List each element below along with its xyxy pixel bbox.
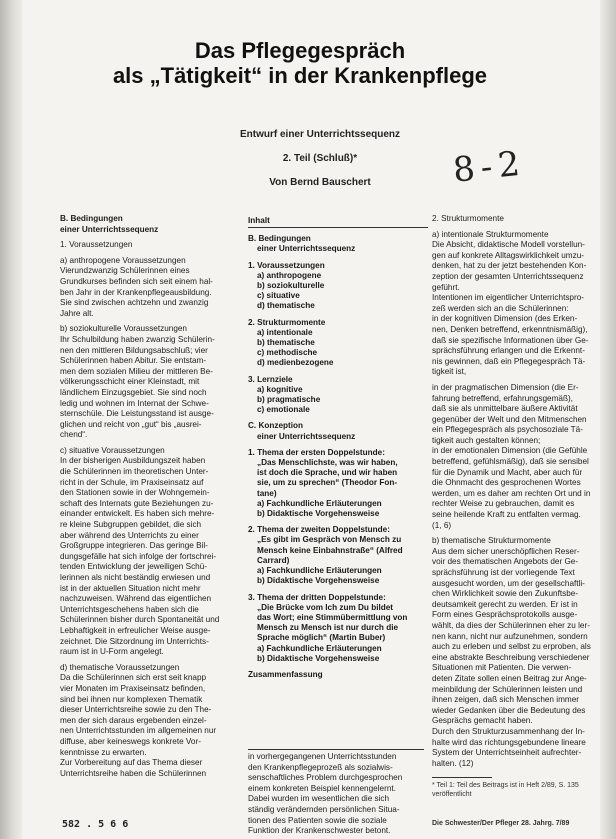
text-line: betreffend, gefühlsmäßig), daß sie sensibel: [432, 457, 589, 467]
toc-item: a) kognitive: [257, 384, 303, 394]
toc-item: b) soziokulturelle: [257, 281, 325, 291]
text-line: Ihr Schulbildung haben zwanzig Schülerin-: [60, 334, 215, 344]
title-line-2: als „Tätigkeit“ in der Krankenpflege: [112, 63, 488, 88]
text-line: tigkeit ist,: [432, 367, 467, 377]
text-line: den Krankenpflegeprozeß als sozialwis-: [248, 762, 393, 772]
text-line: Form eines Gesprächsprotokolls ausge-: [432, 610, 578, 620]
text-line: zeß werden sich an die Schülerinnen:: [432, 303, 569, 313]
text-line: nen, Denken betreffend, erkenntnismäßig),: [432, 324, 588, 334]
text-line: Schülerinnen haben Abitur. Sie entstam-: [60, 356, 207, 366]
toc-item: „Es gibt im Gespräch von Mensch zu: [257, 535, 402, 545]
author: Von Bernd Bauschert: [269, 177, 371, 188]
text-line: Lebhaftigkeit in erfreulicher Weise ausge-: [60, 625, 211, 635]
text-line: System der Unterrichtseinheit aufrechter-: [432, 748, 582, 758]
text-line: tenden Entwicklung der jeweiligen Schü-: [60, 562, 208, 572]
text-line: werden, um es daher am rechten Ort und in: [432, 488, 591, 498]
text-line: ledig und wohnen im Internat der Schwe-: [60, 398, 209, 408]
text-line: einander entwickelt. Es haben sich mehre-: [60, 509, 215, 519]
text-line: Zur Vorbereitung auf das Thema dieser: [60, 758, 203, 768]
toc-item: 3. Thema der dritten Doppelstunde:: [248, 592, 386, 602]
text-line: halte wird das richtungsgebundene lineare: [432, 737, 586, 747]
text-line: sprächsführung erlangen und die Erkennt-: [432, 346, 585, 356]
text-line: diffuse, aber keineswegs konkrete Vor-: [60, 736, 201, 746]
text-line: raum ist in U-Form angelegt.: [60, 647, 164, 657]
text-line: nen den mittleren Bildungsabschluß; vier: [60, 345, 208, 355]
text-line: c) situative Voraussetzungen: [60, 445, 165, 455]
handwritten-note: 8-2: [451, 143, 528, 191]
text-line: kenntnisse zu erwarten.: [60, 747, 147, 757]
footnote: * Teil 1: Teil des Beitrags ist in Heft 2/89, S. 135 veröffentlicht: [432, 782, 579, 798]
text-line: geführt.: [432, 282, 460, 292]
text-line: deten Zitate sollen einen Beitrag zur Ange-: [432, 673, 587, 683]
text-line: b) thematische Strukturmomente: [432, 536, 551, 546]
toc-item: a) Fachkundliche Erläuterungen: [257, 643, 382, 653]
text-line: ihnen zeigen, daß sich Menschen immer: [432, 695, 579, 705]
text-line: einer Unterrichtssequenz: [60, 224, 159, 234]
text-line: die Ohnmacht des gesprochenen Wortes: [432, 478, 581, 488]
text-line: in der emotionalen Dimension (die Gefühle: [432, 446, 588, 456]
text-line: re kleine Subgruppen gebildet, die sich: [60, 520, 202, 530]
text-line: Gesprächs gemacht haben.: [432, 716, 533, 726]
text-line: denken, hat zu der jetzt bestehenden Kon-: [432, 261, 587, 271]
text-line: lerinnen als nicht beständig erwiesen und: [60, 573, 211, 582]
table-of-contents: [248, 216, 428, 680]
text-line: richt in der Schule, im Praxiseinsatz auf: [60, 477, 204, 487]
text-line: b) soziokulturelle Voraussetzungen: [60, 324, 187, 334]
toc-item: 2. Thema der zweiten Doppelstunde:: [248, 525, 390, 535]
text-line: Großgruppe integrieren. Das geringe Bil-: [60, 541, 208, 551]
toc-item: „Die Brücke vom Ich zum Du bildet: [257, 602, 394, 612]
toc-item: a) anthropogene: [257, 270, 322, 280]
toc-item: 3. Lernziele: [248, 374, 293, 384]
text-line: dungsgefälle hat sich infolge der fortschrei-: [60, 551, 217, 561]
text-line: daß sie als unmittelbare äußere Aktivität: [432, 404, 578, 414]
text-line: Sie sind zwischen achtzehn und zwanzig: [60, 298, 209, 308]
toc-item: ist doch die Sprache, und wir haben: [257, 468, 398, 478]
toc-item: b) Didaktische Vorgehensweise: [257, 653, 380, 663]
toc-item: Carrard): [257, 555, 290, 565]
page-shadow-left: [0, 0, 22, 839]
toc-items: [248, 234, 428, 680]
text-line: einem konkreten Beispiel kennengelernt.: [248, 783, 396, 793]
text-line: Durch den Strukturzusammenhang der In-: [432, 726, 585, 736]
text-line: Dabei wurden im wesentlichen die sich: [248, 794, 390, 804]
text-line: Intentionen im eigentlicher Unterrichtspro-: [432, 293, 584, 303]
text-line: wählt, da dies der Schülerinnen eher zu ler-: [432, 620, 590, 630]
toc-item: c) methodische: [257, 348, 318, 358]
text-line: seine heilende Kraft zu entfalten vermag.: [432, 510, 581, 520]
text-line: ein Pflegegespräch als psychosoziale Tä-: [432, 425, 583, 435]
footnote-rule: [432, 777, 492, 778]
text-line: ständig verändernden persönlichen Situa-: [248, 804, 400, 814]
text-line: aber während des Unterrichts zu einer: [60, 530, 199, 540]
text-line: nen kann, nicht nur aufzunehmen, sondern: [432, 631, 588, 641]
text-line: In der bisherigen Ausbildungszeit haben: [60, 456, 206, 466]
text-line: a) intentionale Strukturmomente: [432, 229, 549, 239]
text-line: in der pragmatischen Dimension (die Er-: [432, 382, 579, 392]
text-line: sind bei ihnen nur komplexen Thematik: [60, 694, 203, 704]
toc-item: einer Unterrichtssequenz: [257, 244, 356, 254]
toc-item: d) medienbezogene: [257, 358, 334, 368]
article-title: [100, 38, 500, 88]
text-line: Unterrichtsgeschehens haben sich die: [60, 604, 199, 614]
toc-heading: Inhalt: [248, 216, 428, 228]
text-line: 2. Strukturmomente: [432, 214, 504, 223]
toc-item: b) pragmatische: [257, 395, 321, 405]
text-line: halten. (12): [432, 758, 474, 768]
page-number: 582 . 5 6 6: [62, 819, 129, 830]
toc-item: 2. Strukturmomente: [248, 317, 326, 327]
text-line: daß sie spezifische Informationen über Ge-: [432, 335, 589, 345]
toc-item: a) Fachkundliche Erläuterungen: [257, 498, 382, 508]
text-line: deutsamkeit gerecht zu werden. Er ist in: [432, 599, 578, 609]
text-line: die Schülerinnen im theoretischen Unter-: [60, 467, 209, 477]
text-line: tionen des Patienten sowie die soziale: [248, 815, 387, 825]
text-line: Die Absicht, didaktische Modell vorstellun-: [432, 240, 585, 250]
left-column: [60, 214, 238, 779]
text-line: sprächsführung ist der vorliegende Text: [432, 568, 575, 577]
toc-item: Sprache möglich“ (Martin Buber): [257, 633, 386, 643]
text-line: schaft des Internats gute Beziehungen zu-: [60, 498, 214, 508]
toc-item: c) emotionale: [257, 405, 310, 415]
text-line: wieder Gedanken über die Bedeutung des: [432, 705, 586, 715]
text-line: gegenüber der Welt und den Mitmenschen: [432, 414, 587, 424]
toc-item: einer Unterrichtssequenz: [257, 431, 356, 441]
text-line: nen Unterrichtsstunden im allgemeinen nur: [60, 726, 217, 736]
text-line: glichen und reicht von „gut“ bis „ausrei-: [60, 419, 202, 429]
toc-item: „Das Menschlichste, was wir haben,: [257, 458, 398, 468]
part-label: 2. Teil (Schluß)*: [282, 153, 358, 164]
text-line: voir des thematischen Angebots der Ge-: [432, 557, 579, 567]
toc-item: Mensch keine Einbahnstraße“ (Alfred: [257, 545, 403, 555]
toc-bottom-rule: [248, 749, 424, 750]
text-line: ben Jahr in der Krankenpflegeausbildung.: [60, 287, 212, 297]
toc-item: C. Konzeption: [248, 421, 304, 431]
text-line: chen Wirklichkeit sowie den Zukunftsbe-: [432, 589, 579, 599]
text-line: Aus dem sicher unerschöpflichen Reser-: [432, 546, 580, 556]
toc-item: 1. Voraussetzungen: [248, 260, 325, 270]
text-line: ländlichem Einzugsgebiet. Sie sind noch: [60, 387, 207, 397]
text-line: eine abstrakte Beschreibung verschiedener: [432, 652, 590, 662]
text-line: nis gewinnen, daß ein Pflegegespräch Tä-: [432, 356, 586, 366]
toc-item: a) Fachkundliche Erläuterungen: [257, 566, 382, 576]
toc-item: tane): [257, 488, 277, 498]
toc-item: das Wort; eine Stimmübermittlung von: [257, 612, 408, 622]
text-line: sternschüle. Die Leistungsstand ist ausge-: [60, 409, 214, 419]
text-line: in vorhergegangenen Unterrichtsstunden: [248, 752, 397, 761]
title-line-1: Das Pflegegespräch: [194, 38, 406, 63]
text-line: men der sich daraus ergebenden einzel-: [60, 715, 207, 725]
text-line: ausgesucht worden, um der gesellschaftli-: [432, 578, 585, 588]
text-line: rechter Weise zu gebrauchen, damit es: [432, 499, 575, 509]
text-line: a) anthropogene Voraussetzungen: [60, 255, 186, 265]
toc-item: a) intentionale: [257, 327, 313, 337]
text-line: B. Bedingungen: [60, 214, 123, 223]
toc-item: 1. Thema der ersten Doppelstunde:: [248, 447, 385, 457]
text-line: 1. Voraussetzungen: [60, 240, 133, 250]
text-line: zeption der gesamten Unterrichtssequenz: [432, 271, 584, 281]
text-line: (1, 6): [432, 520, 452, 530]
text-line: auch zu erleben und selbst zu erproben, als: [432, 642, 591, 652]
text-line: tigkeit auch gestalten können;: [432, 435, 541, 445]
text-line: chend“.: [60, 430, 88, 440]
middle-column-text: [248, 752, 428, 837]
text-line: meinbildung der Schülerinnen leisten und: [432, 684, 583, 694]
text-line: senschaftliches Problem durchgesprochen: [248, 773, 403, 783]
text-line: dieser Unterrichtsreihe sowie zu den The-: [60, 705, 212, 715]
text-line: für die Dynamik und Macht, aber auch für: [432, 467, 583, 477]
text-line: ist in der aktuellen Situation nicht mehr: [60, 583, 201, 593]
text-line: Funktion der Krankenschwester betont.: [248, 826, 391, 836]
toc-item: d) thematische: [257, 301, 315, 311]
toc-item: Zusammenfassung: [248, 669, 323, 679]
right-column: [432, 214, 604, 769]
toc-item: Mensch zu Mensch ist nur durch die: [257, 623, 399, 633]
toc-item: B. Bedingungen: [248, 234, 311, 244]
text-line: vier Monaten im Praxiseinsatz befinden,: [60, 683, 206, 693]
text-line: Unterrichtsreihe haben die Schülerinnen: [60, 768, 207, 778]
subtitle: Entwurf einer Unterrichtssequenz: [239, 129, 401, 140]
toc-item: sie, um zu sprechen“ (Theodor Fon-: [257, 478, 398, 488]
text-line: völkerungsschicht einer Kleinstadt, mit: [60, 377, 200, 387]
text-line: Da die Schülerinnen sich erst seit knapp: [60, 673, 207, 683]
text-line: nachzuweisen. Während das eigentlichen: [60, 594, 212, 604]
text-line: Situationen mit Patienten. Die verwen-: [432, 663, 572, 673]
text-line: Jahre alt.: [60, 308, 94, 318]
text-line: in der kognitiven Dimension (des Erken-: [432, 314, 578, 324]
toc-item: b) Didaktische Vorgehensweise: [257, 509, 380, 519]
text-line: zeichnet. Die Sitzordnung im Unterrichts-: [60, 636, 209, 646]
journal-footer: Die Schwester/Der Pfleger 28. Jahrg. 7/89: [432, 820, 570, 827]
text-line: Vierundzwanzig Schülerinnen eines: [60, 266, 190, 276]
toc-item: b) thematische: [257, 338, 315, 348]
text-line: fahrung betreffend, erfahrungsgemäß),: [432, 393, 573, 403]
toc-item: b) Didaktische Vorgehensweise: [257, 576, 380, 586]
text-line: Grundkurses befinden sich seit einem hal-: [60, 276, 213, 286]
text-line: gen auf konkrete Alltagswirklichkeit umzu-: [432, 250, 584, 260]
toc-item: c) situative: [257, 291, 300, 301]
text-line: den Stationen sowie in der Wohngemein-: [60, 488, 210, 498]
text-line: men dem sozialen Milieu der mittleren Be-: [60, 366, 213, 376]
text-line: Schülerinnen bisher durch Spontaneität und: [60, 615, 220, 625]
text-line: d) thematische Voraussetzungen: [60, 662, 180, 672]
